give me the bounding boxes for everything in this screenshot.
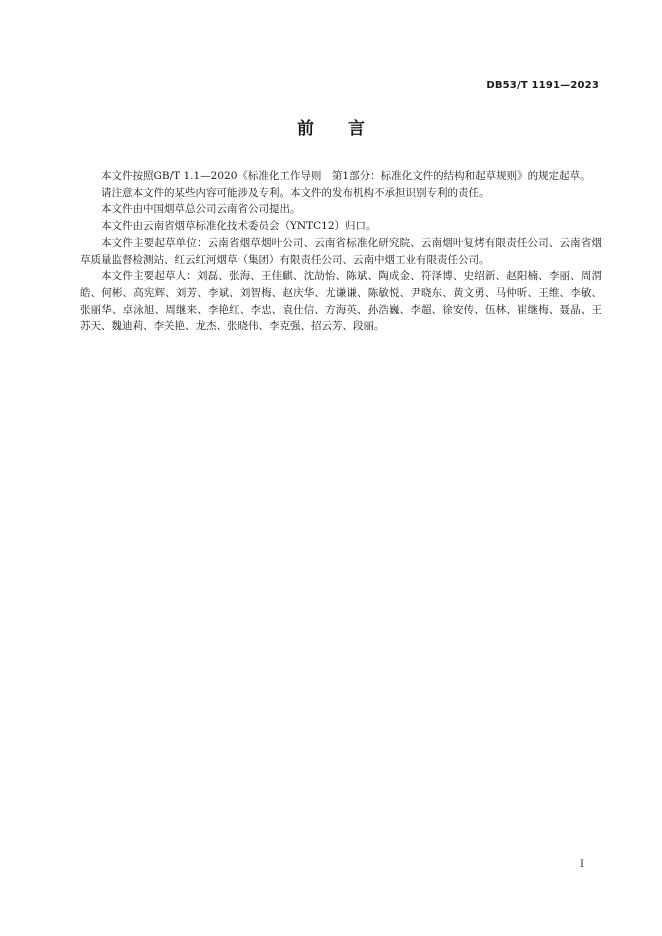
paragraph-technical-committee: 本文件由云南省烟草标准化技术委员会（YNTC12）归口。	[101, 220, 377, 233]
paragraph-proposer: 本文件由中国烟草总公司云南省公司提出。	[101, 203, 301, 216]
paragraph-drafters: 本文件主要起草人：刘磊、张海、王佳麒、沈劼怡、陈斌、陶成金、符泽博、史绍新、赵阳楠、李丽、周渭皓、何彬、高宪辉、刘芳、李斌、刘智梅、赵庆华、尤谦谦、陈敏悦、尹晓东、黄文勇、马仲昕、王维、李敏、张丽华、卓泳旭、周继来、李艳红、李忠、袁仕信、方海英、孙浩巍、李超、徐安传、伍林、崔继梅、聂晶、王苏天、魏迪莉、李关艳、龙杰、张晓伟、李克强、招云芳、段丽。	[80, 270, 602, 333]
paragraph-drafting-units: 本文件主要起草单位：云南省烟草烟叶公司、云南省标准化研究院、云南烟叶复烤有限责任公司、云南省烟草质量监督检测站、红云红河烟草（集团）有限责任公司、云南中烟工业有限责任公司。	[80, 236, 602, 266]
paragraph-drafting-basis: 本文件按照GB/T 1.1—2020《标准化工作导则 第1部分：标准化文件的结构和起草规则》的规定起草。	[101, 170, 591, 182]
standard-code: DB53/T 1191—2023	[486, 80, 599, 91]
page-number: I	[580, 859, 584, 870]
page-title: 前 言	[297, 119, 379, 139]
paragraph-patent-notice: 请注意本文件的某些内容可能涉及专利。本文件的发布机构不承担识别专利的责任。	[101, 186, 490, 199]
foreword-body	[80, 168, 602, 335]
